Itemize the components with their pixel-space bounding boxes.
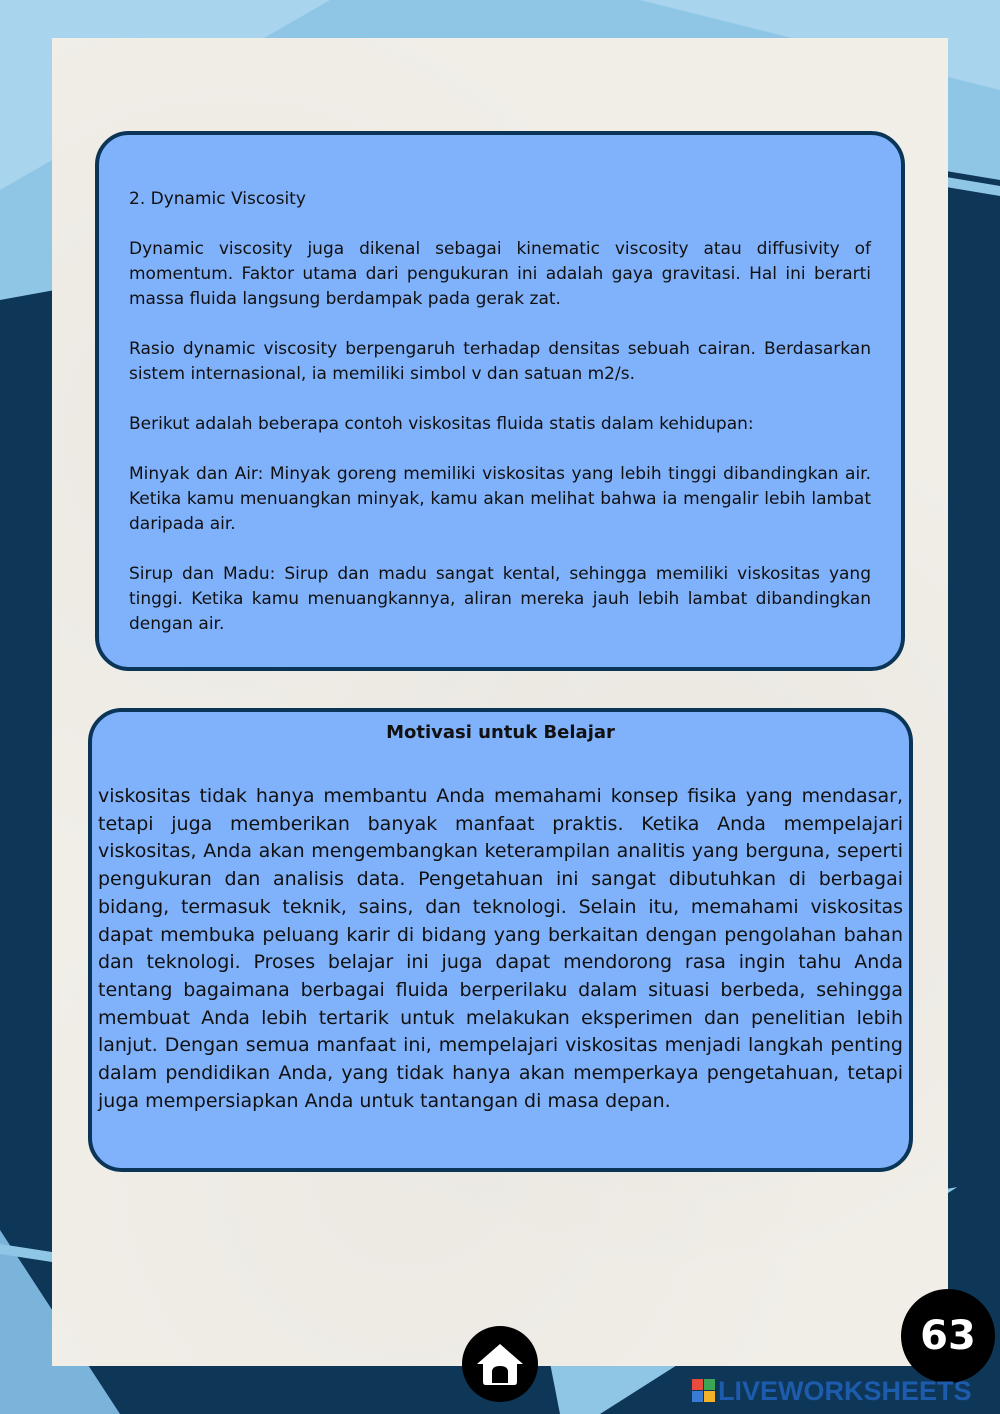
liveworksheets-logo-icon [692, 1379, 716, 1403]
paragraph-examples-intro: Berikut adalah beberapa contoh viskositas fluida statis dalam kehidupan: [129, 414, 754, 434]
motivation-body: viskositas tidak hanya membantu Anda memahami konsep fisika yang mendasar, tetapi juga memberikan banyak manfaat praktis. Ketika Anda mempelajari viskositas, Anda akan mengembangkan keterampilan analitis yang berguna, seperti pengukuran dan analisis data. Pengetahuan ini sangat dibutuhkan di berbagai bidang, termasuk teknik, sains, dan teknologi. Selain itu, memahami viskositas dapat membuka peluang karir di bidang yang berkaitan dengan pengolahan bahan dan teknologi. Proses belajar ini juga dapat mendorong rasa ingin tahu Anda tentang bagaimana berbagai fluida berperilaku dalam situasi berbeda, sehingga membuat Anda lebih tertarik untuk melakukan eksperimen dan penelitian lebih lanjut. Dengan semua manfaat ini, mempelajari viskositas menjadi langkah penting dalam pendidikan Anda, yang tidak hanya akan memperkaya pengetahuan, tetapi juga mempersiapkan Anda untuk tantangan di masa depan. [98, 785, 903, 1112]
paragraph-syrup-honey: Sirup dan Madu: Sirup dan madu sangat kental, sehingga memiliki viskositas yang tinggi. Ketika kamu menuangkannya, aliran mereka jauh lebih lambat dibandingkan dengan air. [129, 564, 871, 634]
liveworksheets-logo[interactable] [692, 1375, 972, 1407]
paragraph-definition: Dynamic viscosity juga dikenal sebagai kinematic viscosity atau diffusivity of momentum. Faktor utama dari pengukuran ini adalah gaya gravitasi. Hal ini berarti massa fluida langsung berdampak pada gerak zat. [129, 239, 871, 309]
paragraph-ratio: Rasio dynamic viscosity berpengaruh terhadap densitas sebuah cairan. Berdasarkan sistem internasional, ia memiliki simbol v dan satuan m2/s. [129, 339, 871, 384]
page-number-badge: 63 [901, 1289, 995, 1383]
motivation-title: Motivasi untuk Belajar [386, 722, 615, 743]
home-icon [472, 1336, 528, 1392]
home-button[interactable] [462, 1326, 538, 1402]
motivation-box [88, 708, 913, 1172]
section-heading: 2. Dynamic Viscosity [129, 189, 306, 209]
paragraph-oil-water: Minyak dan Air: Minyak goreng memiliki viskositas yang lebih tinggi dibandingkan air. Ketika kamu menuangkan minyak, kamu akan melihat bahwa ia mengalir lebih lambat daripada air. [129, 464, 871, 534]
logo-text: LIVEWORKSHEETS [718, 1375, 972, 1406]
dynamic-viscosity-box [95, 131, 905, 671]
